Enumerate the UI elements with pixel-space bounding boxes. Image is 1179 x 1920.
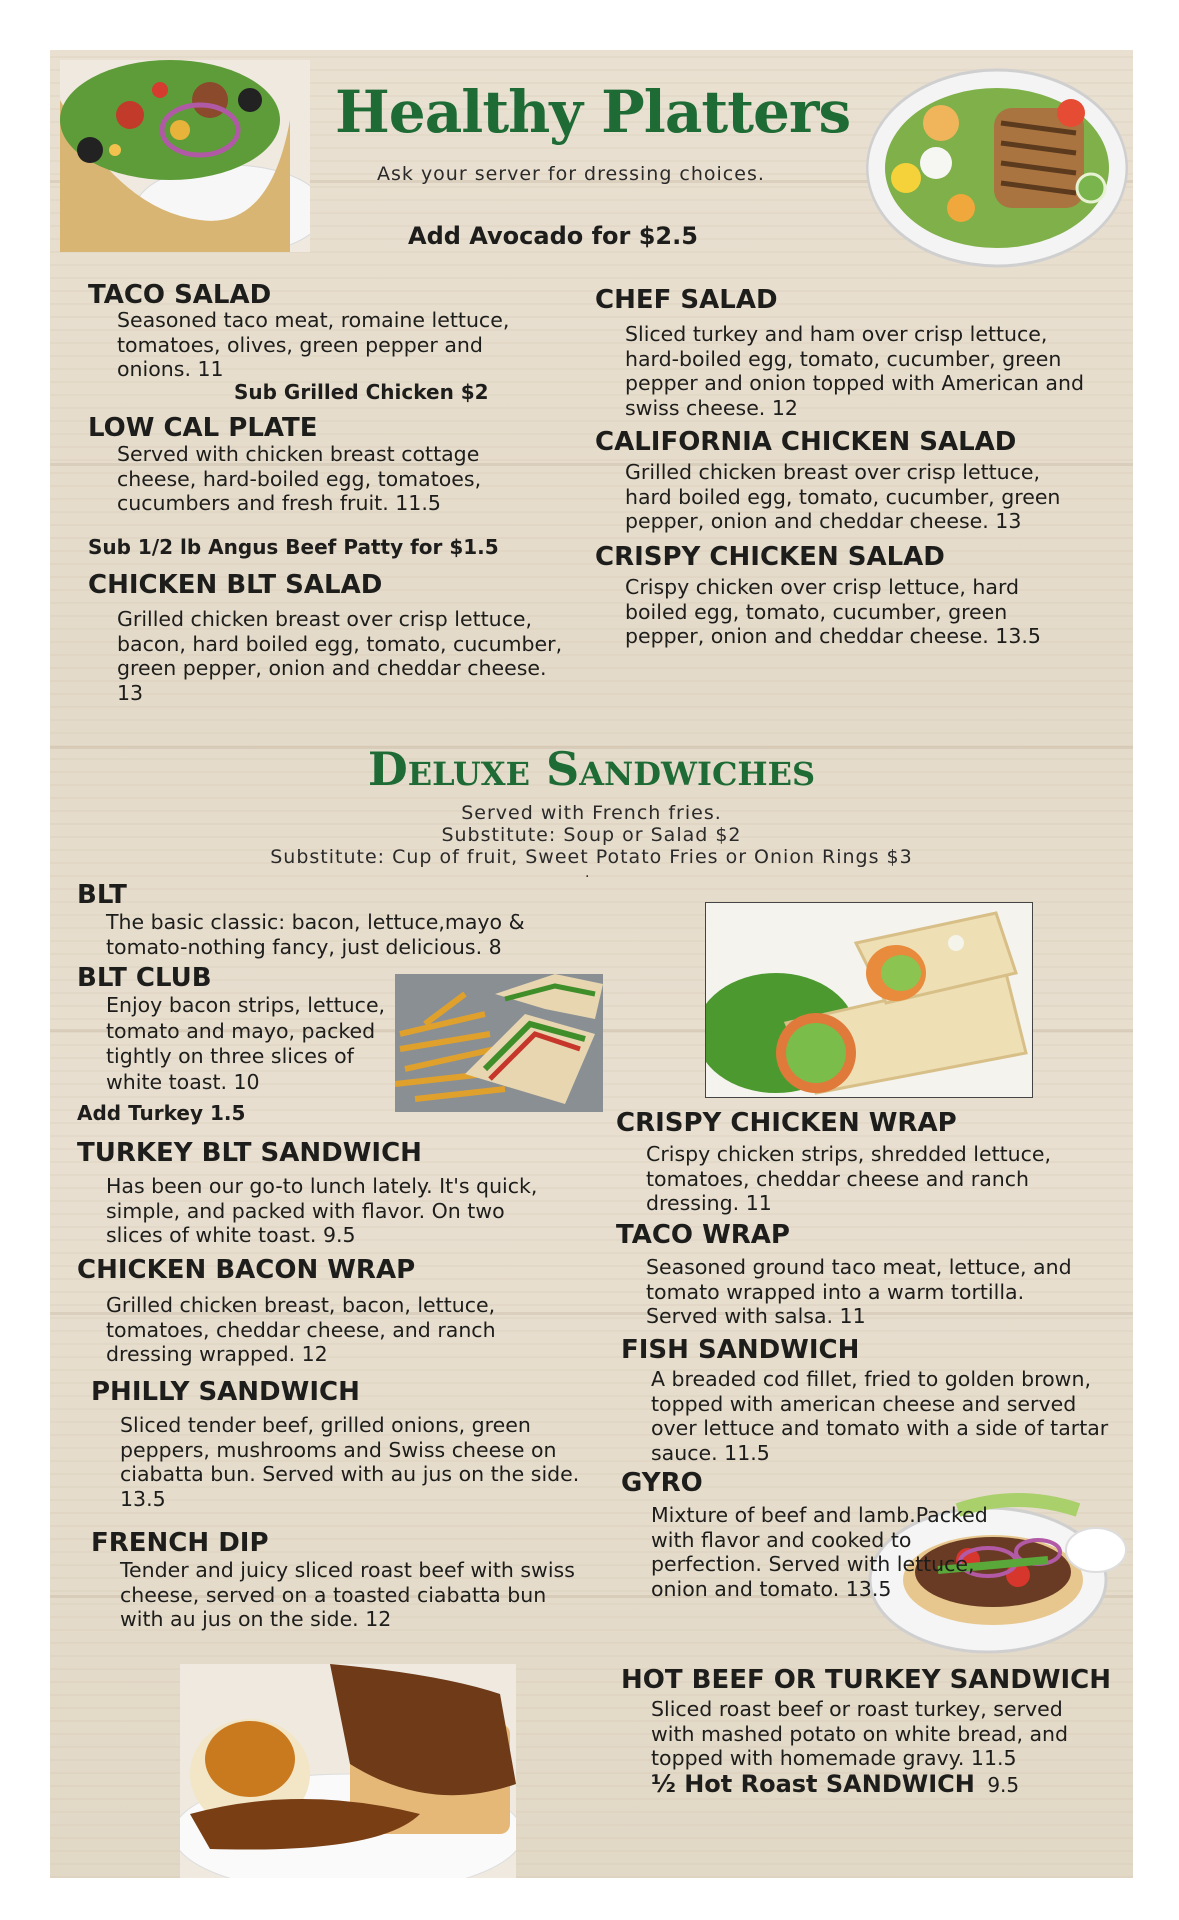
chef-salad-desc: Sliced turkey and ham over crisp lettuce, hard-boiled egg, tomato, cucumber, green pepper and onion topped with American and swiss cheese. 12 (625, 322, 1084, 420)
chef-salad-name: CHEF SALAD (595, 285, 778, 315)
add-turkey-note: Add Turkey 1.5 (77, 1101, 246, 1125)
chicken-blt-salad-name: CHICKEN BLT SALAD (88, 570, 383, 600)
chicken-bacon-wrap-name: CHICKEN BACON WRAP (77, 1255, 416, 1285)
hot-beef-name: HOT BEEF OR TURKEY SANDWICH (621, 1665, 1112, 1695)
fish-sandwich-desc: A breaded cod fillet, fried to golden brown, topped with american cheese and served over lettuce and tomato with a side of tartar sauce. 11.5 (651, 1367, 1109, 1465)
california-chicken-salad-name: CALIFORNIA CHICKEN SALAD (595, 427, 1017, 457)
low-cal-plate-name: LOW CAL PLATE (88, 413, 318, 443)
crispy-chicken-salad-name: CRISPY CHICKEN SALAD (595, 542, 945, 572)
half-hot-roast (651, 1770, 1019, 1798)
california-chicken-salad-desc: Grilled chicken breast over crisp lettuce, hard boiled egg, tomato, cucumber, green pepper, onion and cheddar cheese. 13 (625, 460, 1061, 533)
healthy-subtitle: Ask your server for dressing choices. (377, 163, 765, 185)
chicken-blt-salad-desc: Grilled chicken breast over crisp lettuce, bacon, hard boiled egg, tomato, cucumber, green pepper, onion and cheddar cheese. 13 (117, 607, 563, 705)
taco-wrap-desc: Seasoned ground taco meat, lettuce, and tomato wrapped into a warm tortilla. Served with salsa. 11 (646, 1255, 1072, 1328)
philly-sandwich-desc: Sliced tender beef, grilled onions, green peppers, mushrooms and Swiss cheese on ciabatta bun. Served with au jus on the side. 13.5 (120, 1413, 580, 1511)
blt-club-name: BLT CLUB (77, 963, 212, 993)
blt-desc: The basic classic: bacon, lettuce,mayo & tomato-nothing fancy, just delicious. 8 (106, 910, 525, 959)
half-hot-roast-price: 9.5 (987, 1773, 1020, 1797)
deluxe-line3: Substitute: Cup of fruit, Sweet Potato Fries or Onion Rings $3 (270, 846, 913, 868)
chicken-platter-photo (866, 68, 1128, 268)
sub-grilled-chicken-note: Sub Grilled Chicken $2 (234, 380, 489, 404)
gyro-name: GYRO (621, 1468, 703, 1498)
menu-board (50, 50, 1133, 1878)
club-sandwich-photo (395, 974, 603, 1112)
deluxe-title: Deluxe Sandwiches (367, 742, 816, 796)
healthy-title: Healthy Platters (335, 78, 851, 146)
wrap-photo (705, 902, 1033, 1098)
blt-club-desc: Enjoy bacon strips, lettuce, tomato and mayo, packed tightly on three slices of white toast. 10 (106, 993, 386, 1094)
low-cal-plate-desc: Served with chicken breast cottage cheese, hard-boiled egg, tomatoes, cucumbers and fresh fruit. 11.5 (117, 442, 482, 515)
sub-patty-note: Sub 1/2 lb Angus Beef Patty for $1.5 (88, 535, 499, 559)
crispy-chicken-wrap-name: CRISPY CHICKEN WRAP (616, 1108, 957, 1138)
taco-salad-desc: Seasoned taco meat, romaine lettuce, tomatoes, olives, green pepper and onions. 11 (117, 308, 510, 381)
philly-sandwich-name: PHILLY SANDWICH (91, 1377, 360, 1407)
taco-wrap-name: TACO WRAP (616, 1220, 790, 1250)
hot-beef-photo (180, 1664, 516, 1878)
crispy-chicken-wrap-desc: Crispy chicken strips, shredded lettuce, tomatoes, cheddar cheese and ranch dressing. 11 (646, 1142, 1052, 1215)
french-dip-desc: Tender and juicy sliced roast beef with swiss cheese, served on a toasted ciabatta bun with au jus on the side. 12 (120, 1558, 575, 1631)
gyro-desc: Mixture of beef and lamb.Packed with flavor and cooked to perfection. Served with lettuce, onion and tomato. 13.5 (651, 1503, 988, 1601)
hot-beef-desc: Sliced roast beef or roast turkey, served with mashed potato on white bread, and topped with homemade gravy. 11.5 (651, 1697, 1069, 1770)
blt-name: BLT (77, 880, 127, 910)
turkey-blt-name: TURKEY BLT SANDWICH (77, 1138, 422, 1168)
chicken-bacon-wrap-desc: Grilled chicken breast, bacon, lettuce, tomatoes, cheddar cheese, and ranch dressing wrapped. 12 (106, 1293, 496, 1366)
fish-sandwich-name: FISH SANDWICH (621, 1335, 860, 1365)
avocado-note: Add Avocado for $2.5 (408, 222, 698, 250)
french-dip-name: FRENCH DIP (91, 1528, 269, 1558)
stray-dot: . (585, 865, 591, 881)
taco-salad-name: TACO SALAD (88, 280, 272, 310)
deluxe-line1: Served with French fries. (461, 802, 722, 824)
half-hot-roast-label: ½ Hot Roast SANDWICH (651, 1770, 975, 1798)
deluxe-line2: Substitute: Soup or Salad $2 (441, 824, 742, 846)
crispy-chicken-salad-desc: Crispy chicken over crisp lettuce, hard boiled egg, tomato, cucumber, green pepper, onion and cheddar cheese. 13.5 (625, 575, 1041, 648)
taco-salad-photo (60, 60, 310, 252)
turkey-blt-desc: Has been our go-to lunch lately. It's quick, simple, and packed with flavor. On two slices of white toast. 9.5 (106, 1174, 538, 1247)
